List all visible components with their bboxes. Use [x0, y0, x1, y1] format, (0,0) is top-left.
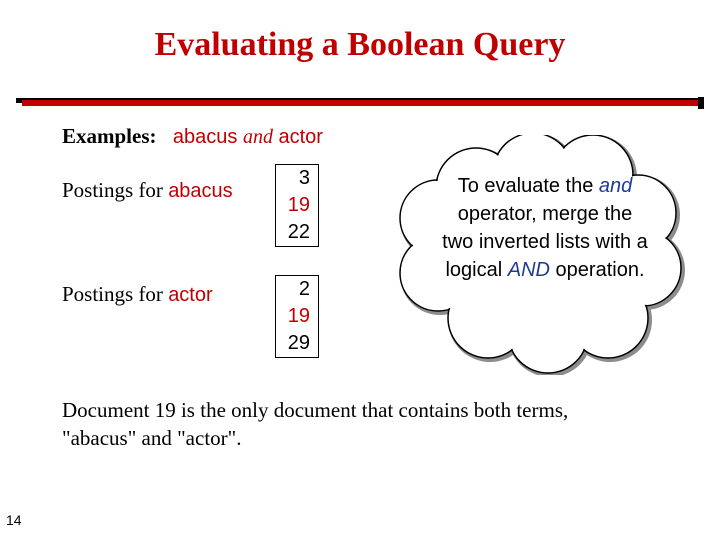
cloud-italic-AND: AND: [507, 259, 550, 281]
postings-label-actor: [62, 282, 213, 307]
posting-entry: 3: [298, 167, 310, 189]
title-rule-end: [698, 97, 704, 109]
posting-entry: 19: [287, 194, 310, 216]
examples-term2: actor: [278, 126, 323, 148]
conclusion-text: Document 19 is the only document that contains both terms, "abacus" and "actor".: [62, 398, 569, 450]
postings-prefix: Postings for: [62, 282, 163, 306]
posting-entry: 19: [287, 305, 310, 327]
posting-entry: 2: [298, 278, 310, 300]
postings-prefix: Postings for: [62, 178, 163, 202]
examples-line: [62, 124, 323, 149]
postings-term-actor: actor: [168, 284, 213, 306]
posting-entry: 22: [287, 221, 310, 243]
cloud-text-part1: To evaluate the: [457, 175, 594, 197]
examples-term1: abacus: [172, 126, 238, 148]
cloud-italic-and: and: [598, 175, 633, 197]
examples-operator: and: [242, 126, 273, 148]
page-title: Evaluating a Boolean Query: [154, 26, 566, 63]
cloud-text-part3: operation.: [555, 259, 645, 281]
postings-label-abacus: [62, 178, 233, 203]
title-rule-red: [22, 100, 704, 106]
page-number: 14: [6, 512, 22, 528]
postings-list-abacus: [275, 164, 319, 247]
posting-entry: 29: [287, 332, 310, 354]
cloud-text-part2: operator, merge the two inverted lists with a logical: [442, 203, 648, 281]
postings-term-abacus: abacus: [168, 180, 233, 202]
postings-list-actor: [275, 275, 319, 358]
cloud-text: [440, 172, 650, 284]
examples-label: Examples:: [62, 124, 157, 148]
